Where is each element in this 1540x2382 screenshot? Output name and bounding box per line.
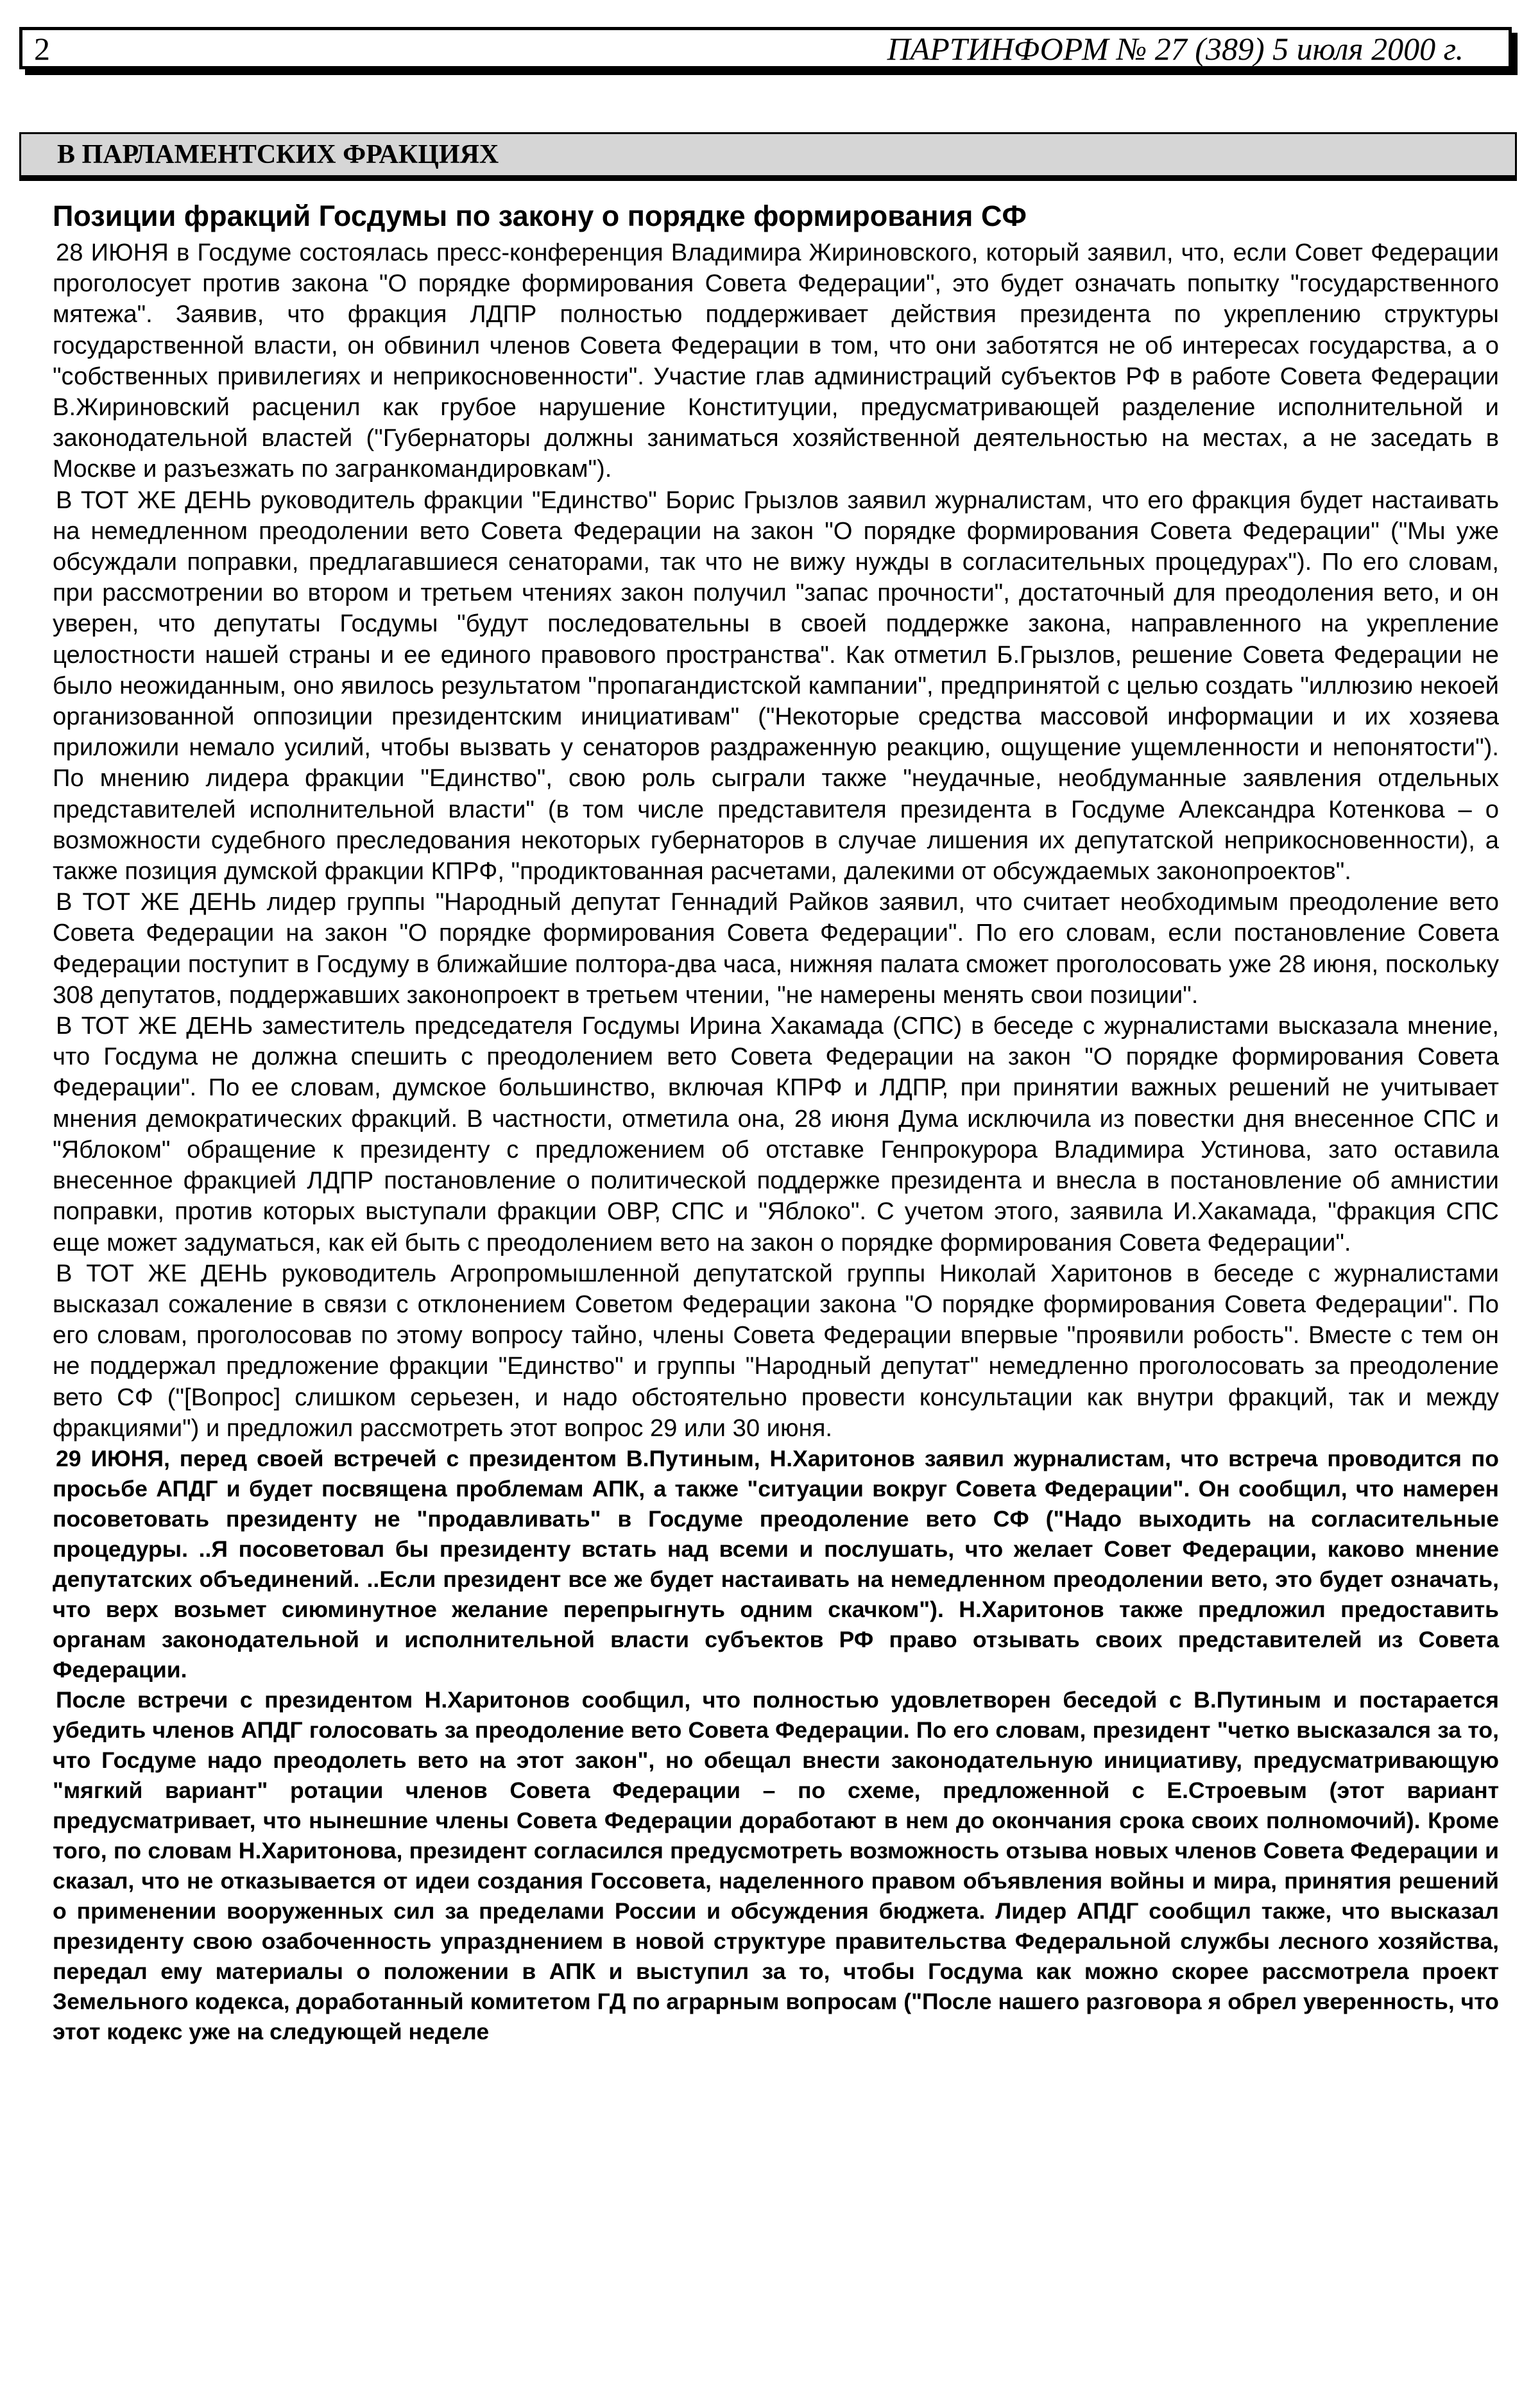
section-title: В ПАРЛАМЕНТСКИХ ФРАКЦИЯХ [57, 140, 499, 169]
paragraph-zhirinovsky: 28 ИЮНЯ в Госдуме состоялась пресс-конференция Владимира Жириновского, который заявил, что, если Совет Федерации проголосует против закона "О порядке формирования Совета Федерации", это будет означать попытку "государственного мятежа". Заявив, что фракция ЛДПР полностью поддерживает действия президента по укреплению структуры государственной власти, он обвинил членов Совета Федерации в том, что они заботятся не об интересах государства, а о "собственных привилегиях и неприкосновенности". Участие глав администраций субъектов РФ в работе Совета Федерации В.Жириновский расценил как грубое нарушение Конституции, предусматривающей разделение исполнительной и законодательной властей ("Губернаторы должны заниматься хозяйственной деятельностью на местах, а не заседать в Москве и разъезжать по загранкомандировкам"). [53, 239, 1499, 483]
paragraph-gryzlov: В ТОТ ЖЕ ДЕНЬ руководитель фракции "Единство" Борис Грызлов заявил журналистам, что его фракция будет настаивать на немедленном преодолении вето Совета Федерации на закон "О порядке формирования Совета Федерации" ("Мы уже обсуждали поправки, предлагавшиеся сенаторами, так что не вижу нужды в согласительных процедурах"). По его словам, при рассмотрении во втором и третьем чтениях закон получил "запас прочности", достаточный для преодоления вето, и он уверен, что депутаты Госдумы "будут последовательны в своей поддержке закона, направленного на укрепление целостности нашей страны и ее единого правового пространства". Как отметил Б.Грызлов, решение Совета Федерации не было неожиданным, оно явилось результатом "пропагандистской кампании", предпринятой с целью создать "иллюзию некоей организованной оппозиции президентским инициативам" ("Некоторые средства массовой информации и их хозяева приложили немало усилий, чтобы вызвать у сенаторов раздраженную реакцию, ощущение ущемленности и непонятости"). По мнению лидера фракции "Единство", свою роль сыграли также "неудачные, необдуманные заявления отдельных представителей исполнительной власти" (в том числе представителя президента в Госдуме Александра Котенкова – о возможности судебного преследования некоторых губернаторов в случае лишения их депутатской неприкосновенности), а также позиция думской фракции КПРФ, "продиктованная расчетами, далекими от обсуждаемых законопроектов". [53, 486, 1499, 886]
page-header [19, 27, 1512, 69]
section-heading-bar [19, 132, 1517, 177]
paragraph-june-29: 29 ИЮНЯ, перед своей встречей с президентом В.Путиным, Н.Харитонов заявил журналистам, что встреча проводится по просьбе АПДГ и будет посвящена проблемам АПК, а также "ситуации вокруг Совета Федерации". Он сообщил, что намерен посоветовать президенту не "продавливать" в Госдуме преодоление вето СФ ("Надо выходить на согласительные процедуры. ..Я посоветовал бы президенту встать над всеми и послушать, что желает Совет Федерации, каково мнение депутатских объединений. ..Если президент все же будет настаивать на немедленном преодолении вето, это будет означать, что верх возьмет сиюминутное желание перепрыгнуть одним скачком"). Н.Харитонов также предложил предоставить органам законодательной и исполнительной власти субъектов РФ право отзывать своих представителей из Совета Федерации. [53, 1445, 1499, 1683]
article-title: Позиции фракций Госдумы по закону о порядке формирования СФ [53, 200, 1027, 232]
paragraph-raikov: В ТОТ ЖЕ ДЕНЬ лидер группы "Народный депутат Геннадий Райков заявил, что считает необходимым преодоление вето Совета Федерации на закон "О порядке формирования Совета Федерации". По его словам, если постановление Совета Федерации поступит в Госдуму в ближайшие полтора-два часа, нижняя палата сможет проголосовать уже 28 июня, поскольку 308 депутатов, поддержавших законопроект в третьем чтении, "не намерены менять свои позиции". [53, 888, 1499, 1009]
page-number: 2 [34, 31, 50, 67]
paragraph-kharitonov: В ТОТ ЖЕ ДЕНЬ руководитель Агропромышленной депутатской группы Николай Харитонов в беседе с журналистами высказал сожаление в связи с отклонением Советом Федерации закона "О порядке формирования Совета Федерации". По его словам, проголосовав по этому вопросу тайно, члены Совета Федерации впервые "проявили робость". Вместе с тем он не поддержал предложение фракции "Единство" и группы "Народный депутат" немедленно проголосовать за преодоление вето СФ ("[Вопрос] слишком серьезен, и надо обстоятельно провести консультации как внутри фракций, так и между фракциями") и предложил рассмотреть этот вопрос 29 или 30 июня. [53, 1259, 1499, 1442]
paragraph-after-meeting: После встречи с президентом Н.Харитонов сообщил, что полностью удовлетворен беседой с В.Путиным и постарается убедить членов АПДГ голосовать за преодоление вето Совета Федерации. По его словам, президент "четко высказался за то, что Госдуме надо преодолеть вето на этот закон", но обещал внести законодательную инициативу, предусматривающую "мягкий вариант" ротации членов Совета Федерации – по схеме, предложенной с Е.Строевым (этот вариант предусматривает, что нынешние члены Совета Федерации доработают в нем до окончания срока своих полномочий). Кроме того, по словам Н.Харитонова, президент согласился предусмотреть возможность отзыва новых членов Совета Федерации и сказал, что не отказывается от идеи создания Госсовета, наделенного правом объявления войны и мира, принятия решений о применении вооруженных сил за пределами России и обсуждения бюджета. Лидер АПДГ сообщил также, что высказал президенту свою озабоченность упразднением в новой структуре правительства Федеральной службы лесного хозяйства, передал ему материалы о положении в АПК и выступил за то, чтобы Госдума как можно скорее рассмотрела проект Земельного кодекса, доработанный комитетом ГД по аграрным вопросам ("После нашего разговора я обрел уверенность, что этот кодекс уже на следующей неделе [53, 1686, 1499, 2044]
paragraph-khakamada: В ТОТ ЖЕ ДЕНЬ заместитель председателя Госдумы Ирина Хакамада (СПС) в беседе с журналистами высказала мнение, что Госдума не должна спешить с преодолением вето Совета Федерации на закон "О порядке формирования Совета Федерации". По ее словам, думское большинство, включая КПРФ и ЛДПР, при принятии важных решений не учитывает мнения демократических фракций. В частности, отметила она, 28 июня Дума исключила из повестки дня внесенное СПС и "Яблоком" обращение к президенту с предложением об отставке Генпрокурора Владимира Устинова, зато оставила внесенное фракцией ЛДПР постановление о политической поддержке президента и внесла в постановление об амнистии поправки, против которых выступали фракции ОВР, СПС и "Яблоко". С учетом этого, заявила И.Хакамада, "фракция СПС еще может задуматься, как ей быть с преодолением вето на закон о порядке формирования Совета Федерации". [53, 1012, 1499, 1256]
article [53, 198, 1499, 2047]
issue-info: ПАРТИНФОРМ № 27 (389) 5 июля 2000 г. [887, 31, 1464, 67]
